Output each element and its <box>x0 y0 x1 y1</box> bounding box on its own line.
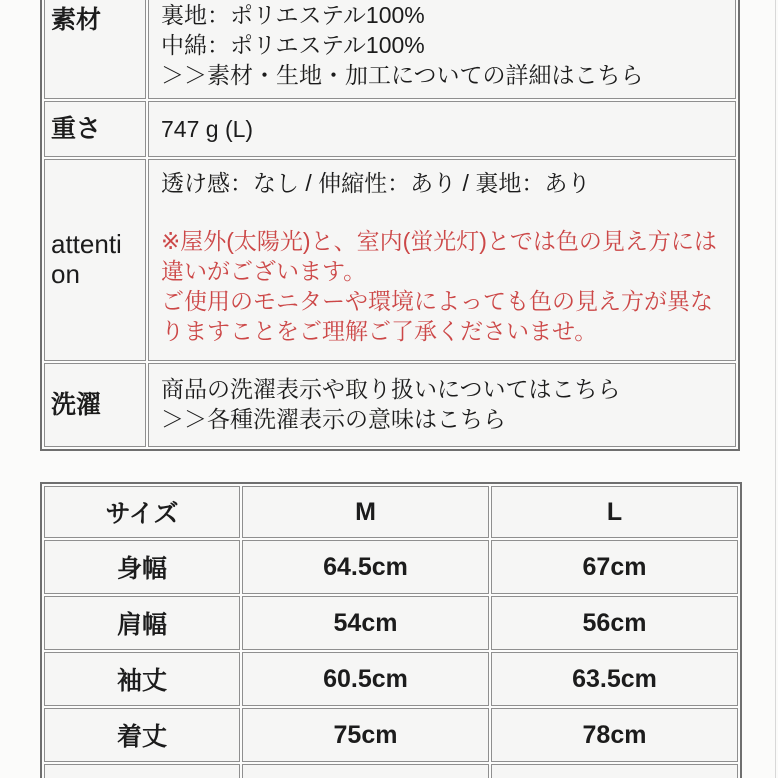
size-value-body-width-l: 67cm <box>491 540 738 594</box>
spec-value-attention <box>148 159 736 361</box>
spec-row-attention <box>44 159 736 361</box>
product-spec-table <box>40 0 740 451</box>
size-value-garment-length-m: 75cm <box>242 708 489 762</box>
size-row-shoulder-width <box>44 596 738 650</box>
size-cropped-cell-l <box>491 764 738 778</box>
size-value-garment-length-l: 78cm <box>491 708 738 762</box>
size-label-sleeve-length: 袖丈 <box>44 652 240 706</box>
spec-value-wash <box>148 363 736 447</box>
size-label-body-width: 身幅 <box>44 540 240 594</box>
size-label-shoulder-width: 肩幅 <box>44 596 240 650</box>
material-detail-link[interactable]: ＞＞素材・生地・加工についての詳細はこちら <box>161 62 644 88</box>
size-value-sleeve-length-l: 63.5cm <box>491 652 738 706</box>
size-header-m: M <box>242 486 489 538</box>
size-label-garment-length: 着丈 <box>44 708 240 762</box>
spec-label-material: 素材 <box>44 0 146 99</box>
wash-symbols-link[interactable]: ＞＞各種洗濯表示の意味はこちら <box>161 406 506 432</box>
spec-row-weight <box>44 101 736 157</box>
size-value-sleeve-length-m: 60.5cm <box>242 652 489 706</box>
size-row-garment-length <box>44 708 738 762</box>
material-lining-line: 裏地：ポリエステル100% <box>161 2 425 28</box>
size-cropped-cell-label <box>44 764 240 778</box>
size-chart-table <box>40 482 742 778</box>
wash-care-link[interactable]: 商品の洗濯表示や取り扱いについてはこちら <box>161 376 621 402</box>
size-value-body-width-m: 64.5cm <box>242 540 489 594</box>
color-disclaimer-note <box>161 226 725 346</box>
spec-row-material <box>44 0 736 99</box>
spec-value-material <box>148 0 736 99</box>
size-header-row <box>44 486 738 538</box>
color-disclaimer-line-1: ※屋外(太陽光)と、室内(蛍光灯)とでは色の見え方には違いがございます。 <box>161 228 717 284</box>
size-header-size: サイズ <box>44 486 240 538</box>
weight-value: 747 g (L) <box>161 116 254 142</box>
size-value-shoulder-width-l: 56cm <box>491 596 738 650</box>
color-disclaimer-line-2: ご使用のモニターや環境によっても色の見え方が異なりますことをご理解ご了承くださいませ。 <box>161 288 713 344</box>
size-row-body-width <box>44 540 738 594</box>
page-right-edge-divider <box>775 0 776 778</box>
spec-row-wash <box>44 363 736 447</box>
fabric-properties-line: 透け感：なし / 伸縮性：あり / 裏地：あり <box>161 170 591 196</box>
size-cropped-cell-m <box>242 764 489 778</box>
spec-label-attention: attention <box>44 159 146 361</box>
spec-value-weight <box>148 101 736 157</box>
size-header-l: L <box>491 486 738 538</box>
spec-label-weight: 重さ <box>44 101 146 157</box>
material-padding-line: 中綿：ポリエステル100% <box>161 32 425 58</box>
spec-label-wash: 洗濯 <box>44 363 146 447</box>
size-row-cropped <box>44 764 738 778</box>
size-row-sleeve-length <box>44 652 738 706</box>
size-value-shoulder-width-m: 54cm <box>242 596 489 650</box>
